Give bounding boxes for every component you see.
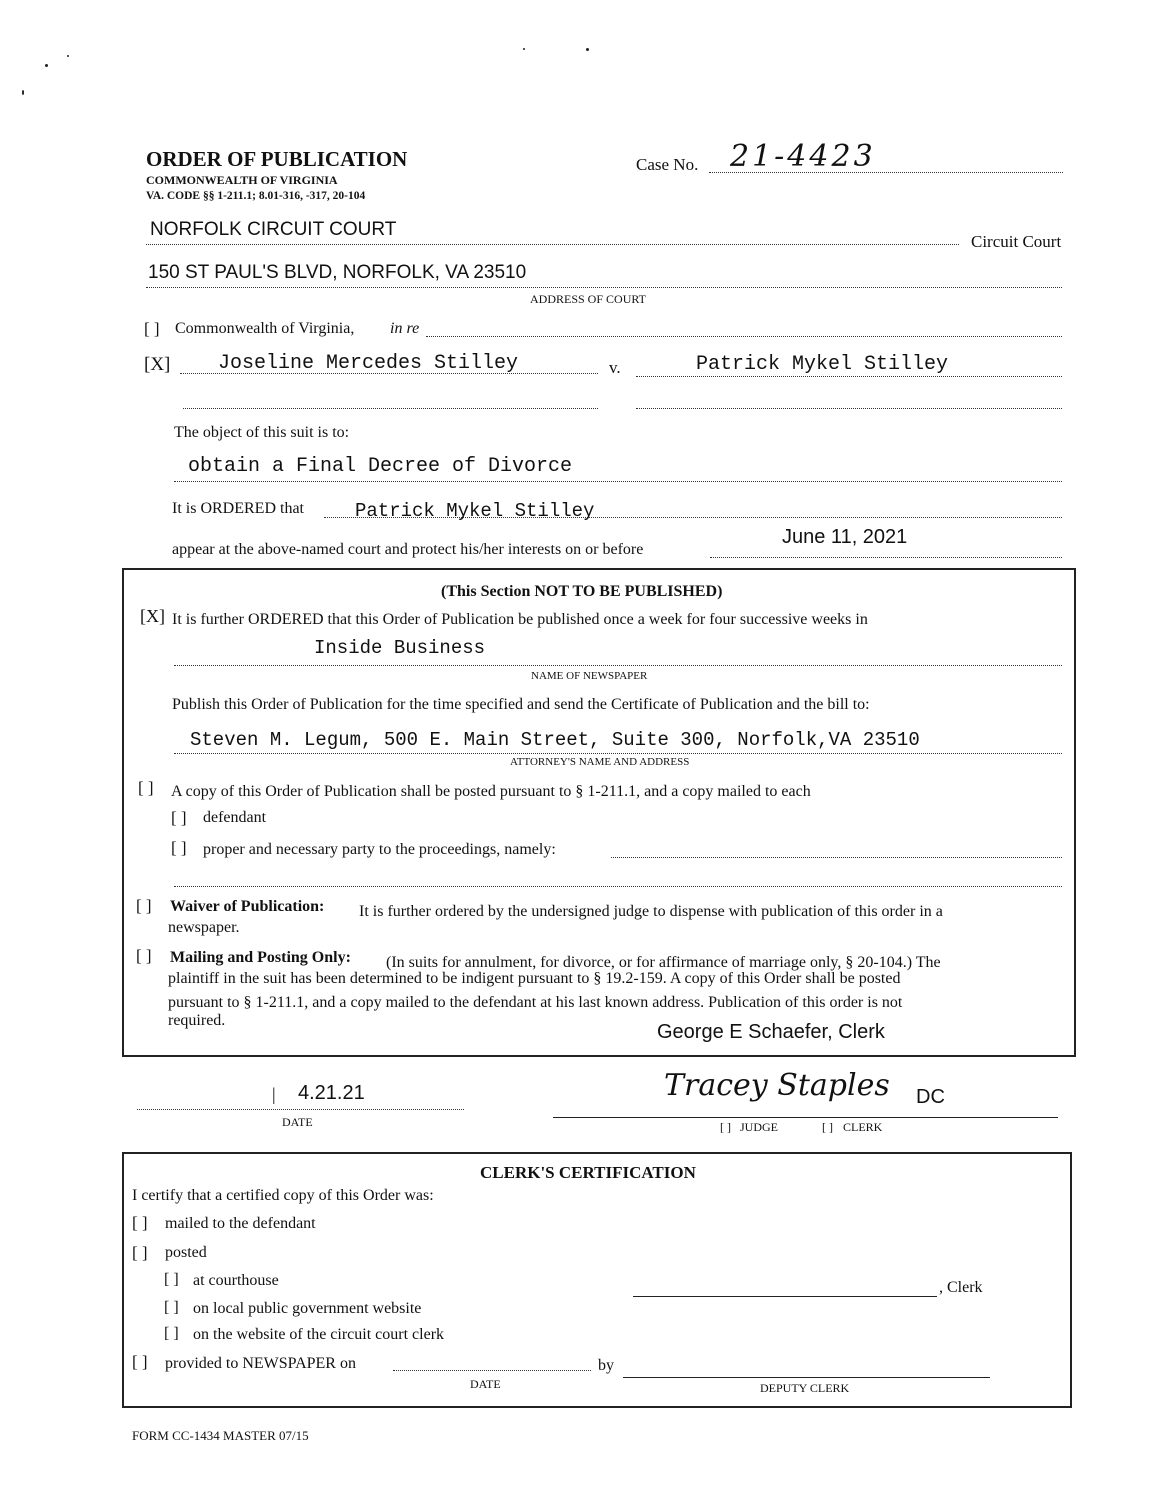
mailing-text-line-3: pursuant to § 1-211.1, and a copy mailed to the defendant at his last known address. Publication of this order is not	[168, 994, 903, 1011]
mailing-title: Mailing and Posting Only:	[170, 949, 351, 966]
newspaper-name[interactable]: Inside Business	[314, 637, 486, 659]
posted-checkbox[interactable]: [ ]	[138, 778, 154, 797]
case-number-label: Case No.	[636, 155, 699, 174]
appear-date-line	[710, 557, 1062, 558]
clerk-website-label: on the website of the circuit court clerk	[193, 1326, 445, 1343]
commonwealth-checkbox[interactable]: [ ]	[144, 319, 160, 338]
form-code-reference: VA. CODE §§ 1-211.1; 8.01-316, -317, 20-104	[146, 190, 366, 202]
court-name-line	[146, 244, 959, 245]
scan-speck	[523, 48, 525, 50]
party-checkbox-checked[interactable]: [X]	[144, 354, 171, 375]
publish-checkbox-checked[interactable]: [X]	[140, 606, 165, 626]
defendant-line	[636, 376, 1062, 377]
appear-date[interactable]: June 11, 2021	[782, 526, 908, 548]
date-mark: |	[272, 1084, 276, 1104]
defendant-label: defendant	[203, 809, 267, 826]
judge-label: JUDGE	[740, 1120, 778, 1134]
posted-text: A copy of this Order of Publication shall be posted pursuant to § 1-211.1, and a copy mailed to each	[171, 783, 811, 800]
ordered-label: It is ORDERED that	[172, 500, 304, 517]
clerk-signature: Tracey Staples	[664, 1068, 890, 1103]
clerk-suffix: , Clerk	[939, 1279, 983, 1296]
newspaper-cert-date-caption: DATE	[470, 1377, 501, 1391]
attorney-name-address[interactable]: Steven M. Legum, 500 E. Main Street, Suite 300, Norfolk,VA 23510	[190, 729, 920, 751]
courthouse-checkbox[interactable]: [ ]	[164, 1271, 179, 1288]
mailing-checkbox[interactable]: [ ]	[136, 946, 152, 965]
extra-plaintiff-line	[183, 408, 598, 409]
not-published-heading: (This Section NOT TO BE PUBLISHED)	[441, 583, 723, 600]
appear-text: appear at the above-named court and protect his/her interests on or before	[172, 541, 644, 558]
judge-checkbox[interactable]: [ ]	[720, 1120, 731, 1134]
mailing-text-line-1: (In suits for annulment, for divorce, or for affirmance of marriage only, § 20-104.) The	[386, 954, 941, 971]
defendant-checkbox[interactable]: [ ]	[171, 808, 187, 827]
signed-date[interactable]: 4.21.21	[298, 1082, 365, 1104]
mailing-text-line-2: plaintiff in the suit has been determined to be indigent pursuant to § 19.2-159. A copy of this Order shall be posted	[168, 970, 901, 987]
waiver-text-line-1: It is further ordered by the undersigned judge to dispense with publication of this order in a	[359, 903, 943, 920]
signed-date-line	[137, 1109, 464, 1110]
court-suffix: Circuit Court	[971, 232, 1062, 251]
clerk-label: CLERK	[843, 1120, 883, 1134]
waiver-text-line-2: newspaper.	[168, 919, 240, 936]
newspaper-cert-by: by	[598, 1357, 614, 1374]
attorney-line	[174, 753, 1062, 754]
waiver-title: Waiver of Publication:	[170, 898, 325, 915]
necessary-party-line-2	[174, 886, 1062, 887]
deputy-clerk-line	[623, 1377, 990, 1378]
newspaper-cert-checkbox[interactable]: [ ]	[132, 1352, 148, 1371]
court-address[interactable]: 150 ST PAUL'S BLVD, NORFOLK, VA 23510	[148, 262, 527, 283]
local-website-label: on local public government website	[193, 1300, 422, 1317]
mailed-checkbox[interactable]: [ ]	[132, 1213, 148, 1232]
local-website-checkbox[interactable]: [ ]	[164, 1299, 179, 1316]
ordered-party[interactable]: Patrick Mykel Stilley	[355, 500, 595, 522]
clerk-website-checkbox[interactable]: [ ]	[164, 1325, 179, 1342]
newspaper-cert-date-line	[393, 1370, 591, 1371]
in-re-label: in re	[390, 320, 420, 337]
signed-date-caption: DATE	[282, 1115, 313, 1129]
case-number[interactable]: 21-4423	[730, 139, 876, 174]
mailing-text-line-4: required.	[168, 1012, 226, 1029]
posted-cert-label: posted	[165, 1244, 207, 1261]
object-value[interactable]: obtain a Final Decree of Divorce	[188, 455, 573, 478]
necessary-party-line	[611, 857, 1062, 858]
necessary-party-label: proper and necessary party to the proceedings, namely:	[203, 841, 556, 858]
clerk-name: George E Schaefer, Clerk	[657, 1021, 885, 1043]
newspaper-caption: NAME OF NEWSPAPER	[531, 670, 648, 682]
courthouse-label: at courthouse	[193, 1272, 279, 1289]
defendant-name[interactable]: Patrick Mykel Stilley	[696, 353, 949, 376]
commonwealth-label: Commonwealth of Virginia,	[175, 320, 355, 337]
form-title: ORDER OF PUBLICATION	[146, 147, 408, 171]
object-label: The object of this suit is to:	[174, 424, 350, 441]
in-re-line	[426, 336, 1062, 337]
scan-speck	[45, 64, 48, 67]
plaintiff-name[interactable]: Joseline Mercedes Stilley	[218, 352, 519, 375]
signature-title: DC	[916, 1086, 945, 1108]
extra-defendant-line	[636, 408, 1062, 409]
mailed-label: mailed to the defendant	[165, 1215, 316, 1232]
scan-speck	[22, 90, 24, 95]
certificate-text: Publish this Order of Publication for the time specified and send the Certificate of Publication and the bill to:	[172, 696, 870, 713]
certification-intro: I certify that a certified copy of this Order was:	[132, 1187, 434, 1204]
necessary-party-checkbox[interactable]: [ ]	[171, 838, 187, 857]
court-name[interactable]: NORFOLK CIRCUIT COURT	[150, 219, 397, 240]
scan-speck	[586, 48, 589, 51]
newspaper-line	[174, 665, 1062, 666]
versus-label: v.	[609, 358, 621, 377]
court-address-line	[146, 287, 1062, 288]
clerk-checkbox[interactable]: [ ]	[822, 1120, 833, 1134]
attorney-caption: ATTORNEY'S NAME AND ADDRESS	[510, 756, 690, 768]
certification-heading: CLERK'S CERTIFICATION	[480, 1163, 696, 1182]
newspaper-cert-label: provided to NEWSPAPER on	[165, 1355, 356, 1372]
posted-cert-checkbox[interactable]: [ ]	[132, 1243, 148, 1262]
form-id: FORM CC-1434 MASTER 07/15	[132, 1428, 309, 1443]
publish-text: It is further ORDERED that this Order of Publication be published once a week for four successive weeks in	[172, 611, 868, 628]
scan-speck	[67, 55, 69, 57]
deputy-clerk-caption: DEPUTY CLERK	[760, 1381, 850, 1395]
waiver-checkbox[interactable]: [ ]	[136, 896, 152, 915]
object-line	[174, 481, 1062, 482]
court-address-caption: ADDRESS OF COURT	[530, 292, 646, 306]
clerk-signature-line	[633, 1296, 937, 1297]
form-subtitle-commonwealth: COMMONWEALTH OF VIRGINIA	[146, 173, 338, 187]
signature-line	[553, 1117, 1058, 1118]
